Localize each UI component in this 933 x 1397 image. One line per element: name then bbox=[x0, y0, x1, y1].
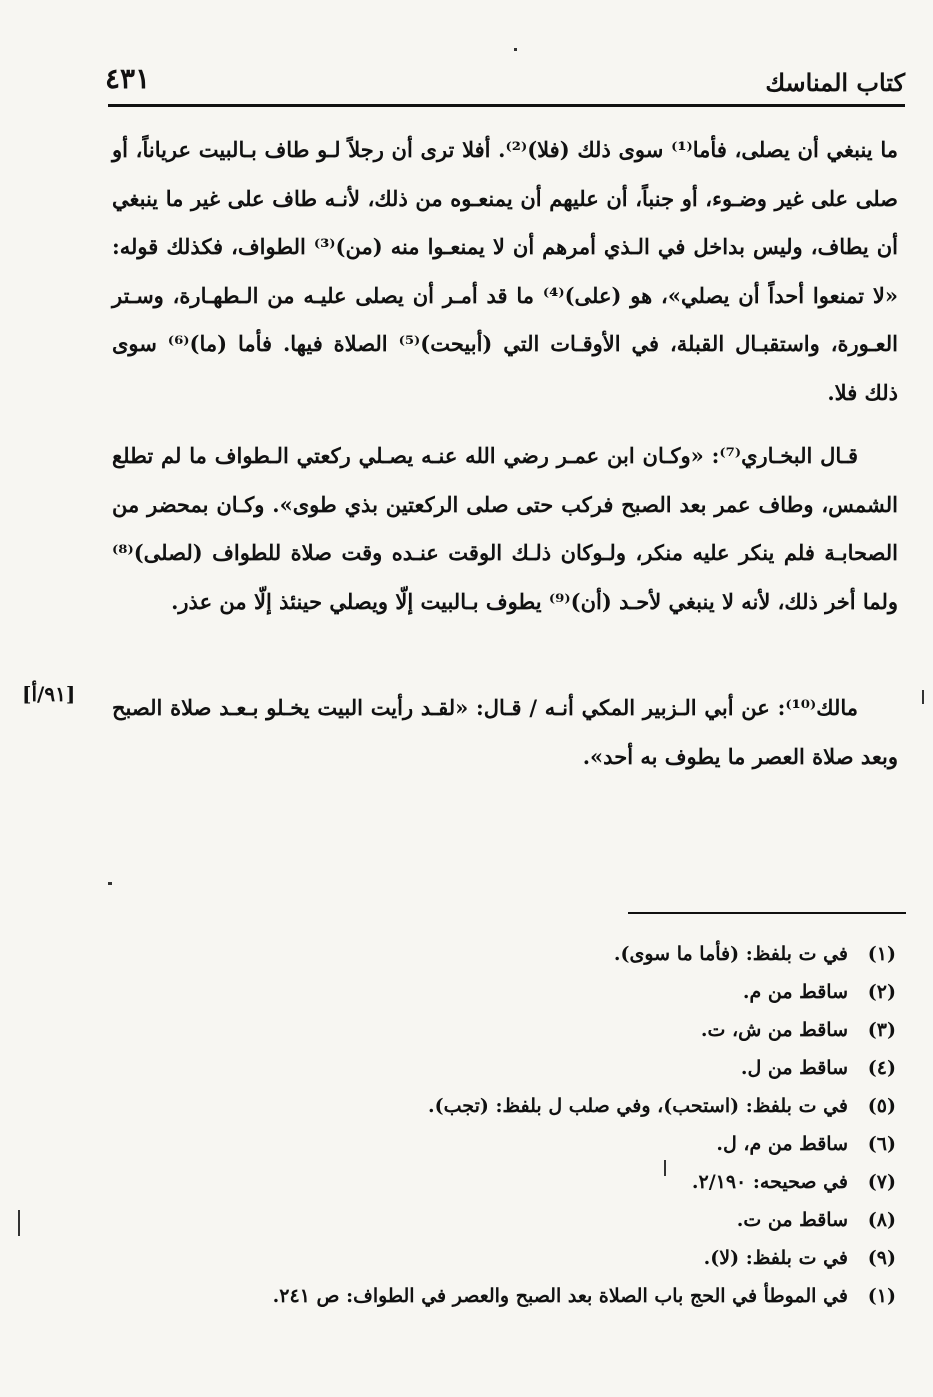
header-rule bbox=[108, 104, 905, 107]
footnote-number: (٥) bbox=[867, 1095, 896, 1117]
page-header bbox=[105, 62, 905, 102]
footnote-item bbox=[170, 935, 896, 973]
page-number: ٤٣١ bbox=[105, 62, 151, 95]
footnote-number: (٣) bbox=[867, 1019, 896, 1041]
footnote-number: (٩) bbox=[867, 1247, 896, 1269]
scan-speck bbox=[664, 1160, 666, 1176]
running-title: كتاب المناسك bbox=[765, 68, 905, 97]
scan-speck bbox=[922, 690, 924, 704]
footnote-item bbox=[170, 1239, 896, 1277]
footnote-item bbox=[170, 1201, 896, 1239]
footnote-number: (٦) bbox=[867, 1133, 896, 1155]
scan-speck bbox=[108, 882, 112, 885]
footnote-text: في صحيحه: ٢/١٩٠. bbox=[691, 1171, 848, 1193]
scan-speck bbox=[18, 1210, 20, 1236]
footnote-item bbox=[170, 973, 896, 1011]
paragraph: قـال البخـاري⁽⁷⁾: «وكـان ابن عمـر رضي الله عنـه يصـلي ركعتي الـطواف ما لم تطلع الشمس، وطاف عمر بعد الصبح فركب حتى صلى الركعتين بذي طوى». وكـان بمحضر من الصحابـة فلم ينكر عليه منكر، ولـوكان ذلـك الوقت عنـده وقت صلاة للطواف (لصلى)⁽⁸⁾ ولما أخر ذلك، لأنه لا ينبغي لأحـد (أن)⁽⁹⁾ يطوف بـالبيت إلّا ويصلي حينئذ إلّا من عذر. bbox=[112, 443, 898, 614]
footnote-number: (٧) bbox=[867, 1171, 896, 1193]
footnote-item bbox=[170, 1087, 896, 1125]
footnote-list bbox=[170, 935, 896, 1315]
footnote-number: (١) bbox=[867, 1285, 896, 1307]
footnote-text: ساقط من م. bbox=[742, 981, 848, 1003]
footnote-number: (٨) bbox=[867, 1209, 896, 1231]
footnote-number: (٤) bbox=[867, 1057, 896, 1079]
scan-speck bbox=[514, 48, 517, 51]
manuscript-folio-marker: [٩١/أ] bbox=[22, 682, 76, 706]
footnote-item bbox=[170, 1277, 896, 1315]
footnote-text: في الموطأ في الحج باب الصلاة بعد الصبح والعصر في الطواف: ص ٢٤١. bbox=[272, 1285, 848, 1307]
footnote-item bbox=[170, 1049, 896, 1087]
paragraph: ما ينبغي أن يصلى، فأما⁽¹⁾ سوى ذلك (فلا)⁽²⁾. أفلا ترى أن رجلاً لـو طاف بـالبيت عرياناً، أو صلى على غير وضـوء، أو جنباً، أن عليهم أن يمنعـوه من ذلك، لأنـه طاف على غير ما ينبغي أن يطاف، وليس بداخل في الـذي أمرهم أن لا يمنعـوا منه (من)⁽³⁾ الطواف، فكذلك قوله: «لا تمنعوا أحداً أن يصلي»، هو (على)⁽⁴⁾ ما قد أمـر أن يصلى عليـه من الـطهـارة، وسـتر العـورة، واستقبـال القبلة، في الأوقـات التي (أبيحت)⁽⁵⁾ الصلاة فيها. فأما (ما)⁽⁶⁾ سوى ذلك فلا. bbox=[112, 137, 898, 405]
footnote-text: في ت بلفظ: (استحب)، وفي صلب ل بلفظ: (تجب). bbox=[428, 1095, 848, 1117]
footnote-text: في ت بلفظ: (لا). bbox=[703, 1247, 848, 1269]
footnote-text: ساقط من ت. bbox=[736, 1209, 848, 1231]
footnote-text: في ت بلفظ: (فأما ما سوى). bbox=[613, 943, 848, 965]
footnote-number: (١) bbox=[867, 943, 896, 965]
footnote-item bbox=[170, 1011, 896, 1049]
footnote-text: ساقط من ل. bbox=[740, 1057, 848, 1079]
footnote-item bbox=[170, 1125, 896, 1163]
footnote-rule bbox=[628, 912, 906, 914]
footnote-item bbox=[170, 1163, 896, 1201]
paragraph: مالك⁽¹⁰⁾: عن أبي الـزبير المكي أنـه / قـال: «لقـد رأيت البيت يخـلو بـعـد صلاة الصبح وبعد صلاة العصر ما يطوف به أحد». bbox=[112, 695, 898, 769]
footnote-text: ساقط من ش، ت. bbox=[700, 1019, 848, 1041]
footnote-text: ساقط من م، ل. bbox=[716, 1133, 848, 1155]
footnote-number: (٢) bbox=[867, 981, 896, 1003]
